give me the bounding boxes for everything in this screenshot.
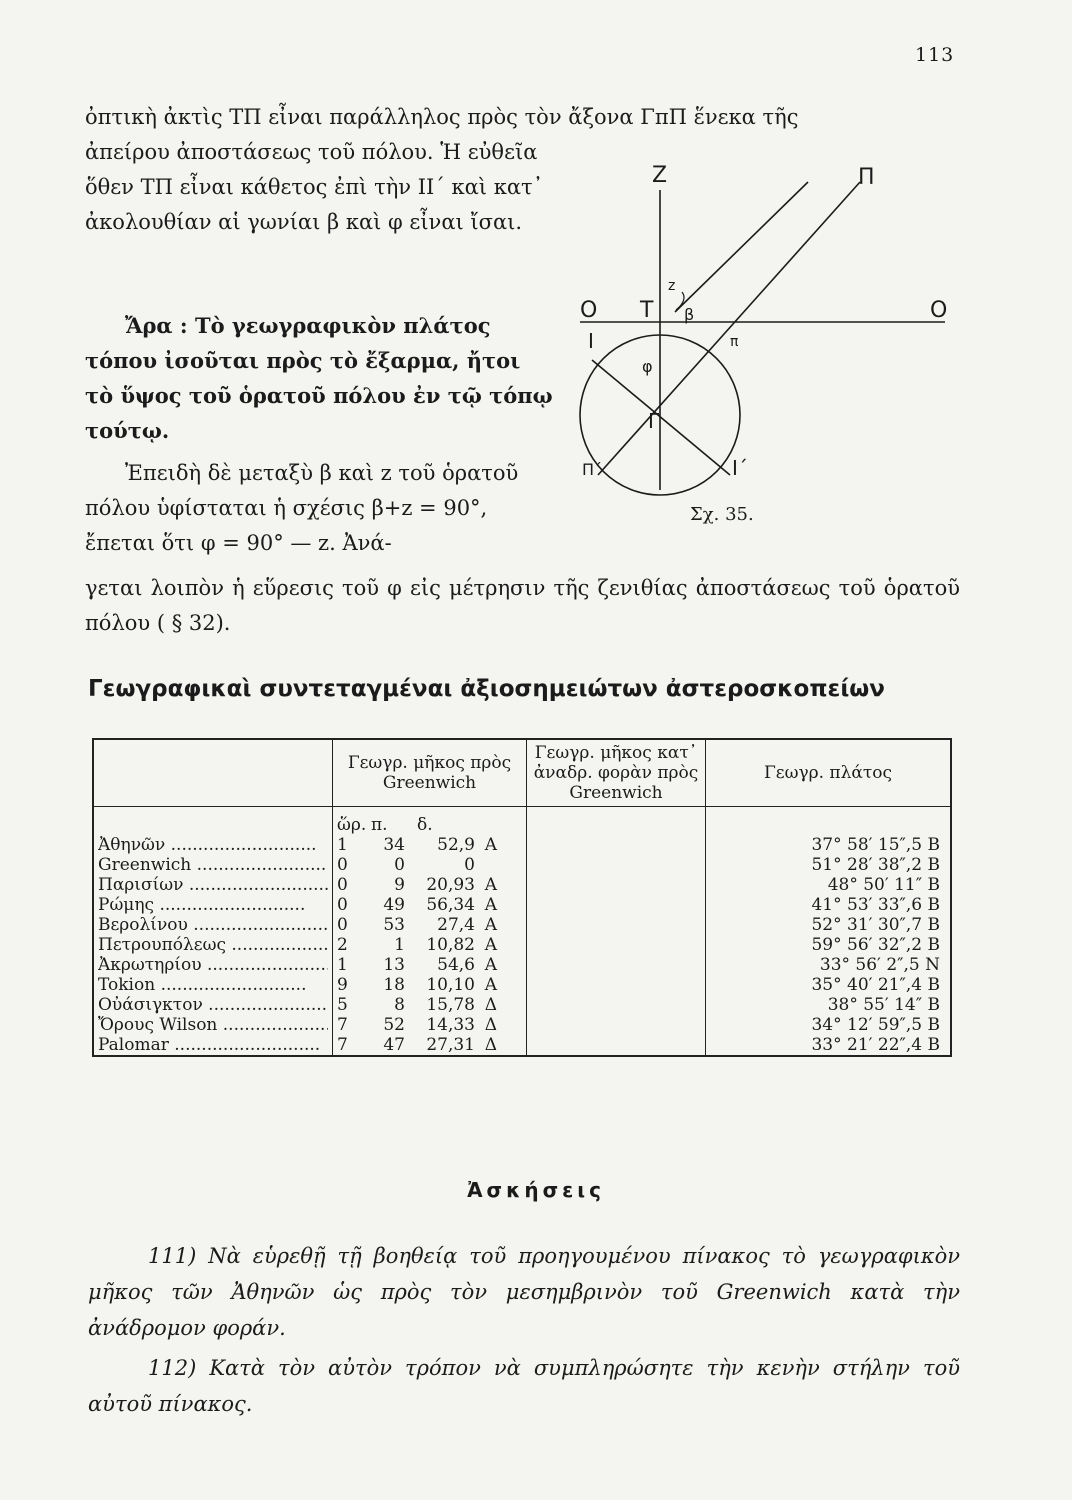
label-I: Ι <box>588 329 594 353</box>
retro-longitude-cell <box>527 955 706 975</box>
latitude-value: 33° 56′ 2″,5 N <box>706 955 952 975</box>
retro-longitude-cell <box>527 975 706 995</box>
label-Pi: Π <box>858 165 875 190</box>
exercise-111-number: 111) <box>148 1244 197 1268</box>
derivation-paragraph: Ἐπειδὴ δὲ μεταξὺ β καὶ z τοῦ ὁρατοῦ πόλου ὑφίσταται ἡ σχέσις β+z = 90°, ἔπεται ὅτι φ = 90° — z. Ἀνά- <box>85 461 519 555</box>
table-row <box>93 875 951 895</box>
observatory-name: Πετρουπόλεως ..... <box>98 935 328 955</box>
latitude-value: 34° 12′ 59″,5 B <box>706 1015 952 1035</box>
longitude-minutes: 0 <box>394 855 405 875</box>
polar-axis <box>598 182 860 475</box>
longitude-hours: 0 <box>337 915 348 935</box>
label-pi: π <box>730 334 739 350</box>
table-header-row <box>93 739 951 807</box>
observatory-name: Ἀκρωτηρίου ..... <box>98 955 328 975</box>
conclusion-paragraph: Ἄρα : Τὸ γεωγραφικὸν πλάτος τόπου ἰσοῦται πρὸς τὸ ἔξαρμα, ἤτοι τὸ ὕψος τοῦ ὁρατοῦ πόλου ἐν τῷ τόπῳ τούτῳ. <box>85 313 553 443</box>
label-Pi-prime: Π΄ <box>582 460 603 479</box>
retro-longitude-cell <box>527 995 706 1015</box>
latitude-value: 52° 31′ 30″,7 B <box>706 915 952 935</box>
table-row <box>93 1015 951 1035</box>
table-row <box>93 995 951 1015</box>
longitude-seconds: 54,6 <box>437 955 475 975</box>
figure-35-diagram <box>560 160 960 510</box>
label-Z: Z <box>652 163 668 188</box>
observatory-name: Greenwich ..... <box>98 855 328 875</box>
observatory-name: Palomar ..... <box>98 1035 320 1055</box>
derivation-continuation: γεται λοιπὸν ἡ εὕρεσις τοῦ φ εἰς μέτρησιν τῆς ζενιθίας ἀποστάσεως τοῦ ὁρατοῦ πόλου ( § 32). <box>85 576 960 635</box>
retro-longitude-cell <box>527 1015 706 1035</box>
label-O-right: O <box>930 298 948 323</box>
table-row <box>93 855 951 875</box>
label-beta: β <box>684 305 695 324</box>
longitude-seconds: 0 <box>464 855 475 875</box>
page-number: 113 <box>915 44 955 66</box>
longitude-hours: 0 <box>337 875 348 895</box>
label-O-left: O <box>580 298 598 323</box>
header-name <box>93 739 333 807</box>
observatory-name: Βερολίνου ..... <box>98 915 328 935</box>
longitude-hours: 1 <box>337 835 348 855</box>
exercises-heading: Ἀσκήσεις <box>467 1178 605 1202</box>
longitude-minutes: 53 <box>383 915 405 935</box>
longitude-direction: A <box>484 895 497 915</box>
observatory-name: Ἀθηνῶν ..... <box>98 835 317 855</box>
retro-longitude-cell <box>527 915 706 935</box>
longitude-minutes: 34 <box>383 835 405 855</box>
longitude-minutes: 13 <box>383 955 405 975</box>
observatory-coordinates-table <box>92 738 952 1057</box>
label-Gamma: Γ <box>648 409 660 433</box>
retro-longitude-cell <box>527 935 706 955</box>
table-row <box>93 955 951 975</box>
table-row <box>93 935 951 955</box>
longitude-minutes: 18 <box>383 975 405 995</box>
longitude-direction: A <box>484 915 497 935</box>
retro-longitude-cell <box>527 855 706 875</box>
table-row <box>93 975 951 995</box>
label-T: T <box>640 298 654 323</box>
exercise-112 <box>88 1350 960 1422</box>
longitude-seconds: 27,4 <box>437 915 475 935</box>
units-row <box>93 807 951 836</box>
observatory-name: Οὐάσιγκτον ..... <box>98 995 328 1015</box>
header-longitude: Γεωγρ. μῆκος πρὸς Greenwich <box>333 739 527 807</box>
table-row <box>93 915 951 935</box>
intro-first-line: ὀπτικὴ ἀκτὶς ΤΠ εἶναι παράλληλος πρὸς τὸν ἄξονα ΓπΠ ἕνεκα τῆς <box>85 105 799 129</box>
longitude-minutes: 1 <box>394 935 405 955</box>
latitude-value: 38° 55′ 14″ B <box>706 995 952 1015</box>
longitude-seconds: 52,9 <box>437 835 475 855</box>
retro-longitude-cell <box>527 895 706 915</box>
longitude-direction: A <box>484 935 497 955</box>
longitude-hours: 0 <box>337 855 348 875</box>
label-I-prime: Ι΄ <box>732 456 748 480</box>
latitude-value: 41° 53′ 33″,6 B <box>706 895 952 915</box>
latitude-value: 48° 50′ 11″ B <box>706 875 952 895</box>
latitude-value: 37° 58′ 15″,5 B <box>706 835 952 855</box>
longitude-hours: 0 <box>337 895 348 915</box>
longitude-seconds: 14,33 <box>426 1015 475 1035</box>
table-row <box>93 895 951 915</box>
observatory-name: Tokion ..... <box>98 975 307 995</box>
longitude-direction: Δ <box>484 1035 497 1055</box>
longitude-hours: 5 <box>337 995 348 1015</box>
latitude-value: 33° 21′ 22″,4 B <box>706 1035 952 1056</box>
table-title: Γεωγραφικαὶ συντεταγμέναι ἀξιοσημειώτων ἀστεροσκοπείων <box>88 676 885 702</box>
label-phi: φ <box>642 357 653 376</box>
longitude-seconds: 10,82 <box>426 935 475 955</box>
observatory-name: Παρισίων ..... <box>98 875 328 895</box>
retro-longitude-cell <box>527 835 706 855</box>
longitude-direction: A <box>484 875 497 895</box>
longitude-minutes: 8 <box>394 995 405 1015</box>
longitude-seconds: 10,10 <box>426 975 475 995</box>
exercise-111 <box>88 1238 960 1346</box>
longitude-minutes: 9 <box>394 875 405 895</box>
retro-longitude-cell <box>527 1035 706 1056</box>
longitude-hours: 7 <box>337 1015 348 1035</box>
latitude-value: 51° 28′ 38″,2 B <box>706 855 952 875</box>
intro-paragraph: ἀπείρου ἀποστάσεως τοῦ πόλου. Ἡ εὐθεῖα ὅθεν ΤΠ εἶναι κάθετος ἐπὶ τὴν ΙΙ΄ καὶ κατ᾽ ἀκολουθίαν αἱ γωνίαι β καὶ φ εἶναι ἴσαι. <box>85 140 544 234</box>
exercise-111-text: Νὰ εὑρεθῇ τῇ βοηθείᾳ τοῦ προηγουμένου πίνακος τὸ γεωγραφικὸν μῆκος τῶν Ἀθηνῶν ὡς πρὸς τὸν μεσημβρινὸν τοῦ Greenwich κατὰ τὴν ἀνάδρομον φοράν. <box>88 1244 960 1340</box>
label-z: z <box>668 278 676 294</box>
longitude-minutes: 52 <box>383 1015 405 1035</box>
exercise-112-text: Κατὰ τὸν αὐτὸν τρόπον νὰ συμπληρώσητε τὴν κενὴν στήλην τοῦ αὐτοῦ πίνακος. <box>88 1356 960 1416</box>
observatory-name: Ὄρους Wilson ..... <box>98 1015 328 1035</box>
longitude-hours: 2 <box>337 935 348 955</box>
longitude-hours: 1 <box>337 955 348 975</box>
longitude-seconds: 56,34 <box>426 895 475 915</box>
longitude-seconds: 15,78 <box>426 995 475 1015</box>
sight-ray <box>675 182 808 312</box>
longitude-seconds: 20,93 <box>426 875 475 895</box>
table-row <box>93 1035 951 1056</box>
longitude-hours: 7 <box>337 1035 348 1055</box>
longitude-minutes: 47 <box>383 1035 405 1055</box>
longitude-minutes: 49 <box>383 895 405 915</box>
unit-minutes: π. <box>371 815 388 835</box>
figure-caption: Σχ. 35. <box>690 504 754 525</box>
header-latitude: Γεωγρ. πλάτος <box>706 739 952 807</box>
latitude-value: 35° 40′ 21″,4 B <box>706 975 952 995</box>
unit-seconds: δ. <box>417 815 433 835</box>
retro-longitude-cell <box>527 875 706 895</box>
table-row <box>93 835 951 855</box>
unit-hours: ὥρ. <box>337 815 367 835</box>
observatory-name: Ρώμης ..... <box>98 895 305 915</box>
longitude-direction: A <box>484 835 497 855</box>
latitude-value: 59° 56′ 32″,2 B <box>706 935 952 955</box>
exercise-112-number: 112) <box>148 1356 197 1380</box>
longitude-direction: A <box>484 955 497 975</box>
header-retro-longitude: Γεωγρ. μῆκος κατ᾽ ἀναδρ. φορὰν πρὸς Greenwich <box>527 739 706 807</box>
longitude-hours: 9 <box>337 975 348 995</box>
longitude-seconds: 27,31 <box>426 1035 475 1055</box>
longitude-direction: A <box>484 975 497 995</box>
longitude-direction: Δ <box>484 1015 497 1035</box>
longitude-direction: Δ <box>484 995 497 1015</box>
